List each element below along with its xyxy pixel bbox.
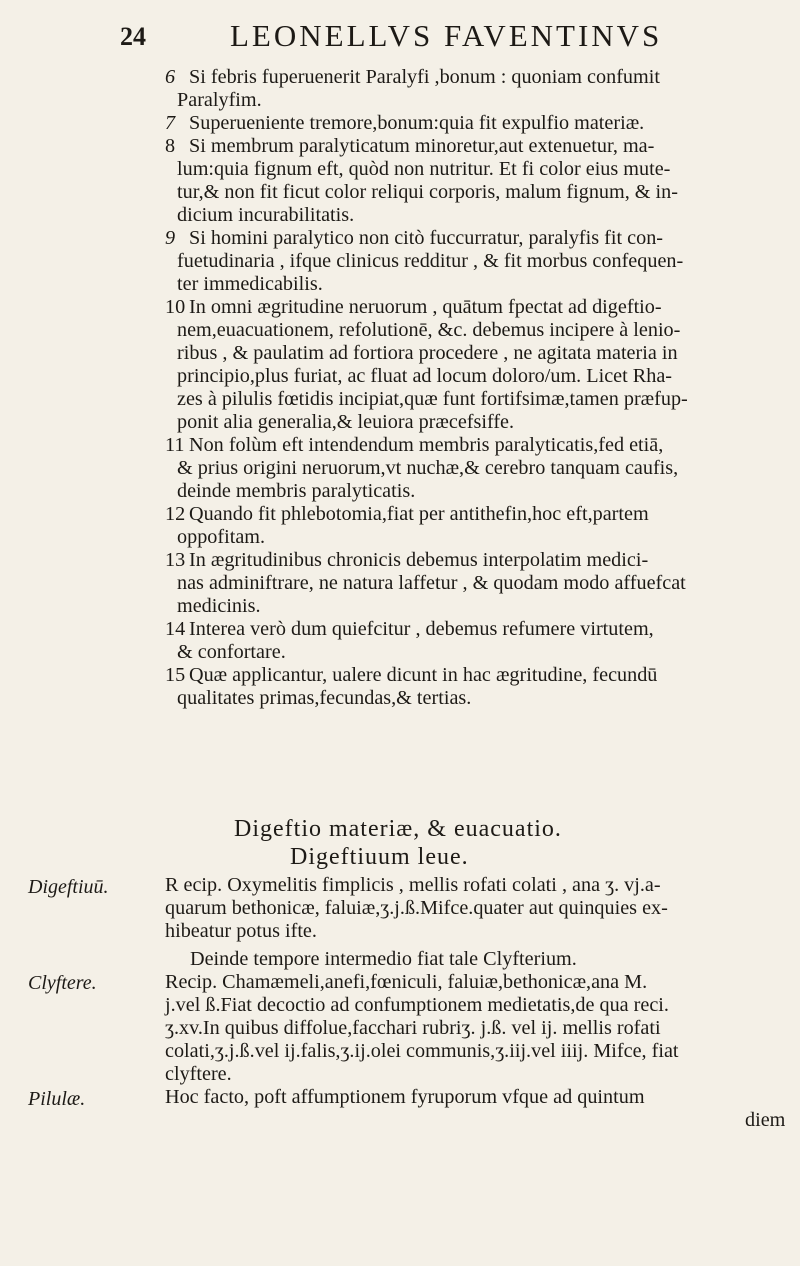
text-line: deinde membris paralyticatis. — [177, 480, 416, 502]
aphorism-11 — [165, 434, 800, 503]
text-line: ter immedicabilis. — [177, 273, 323, 295]
aphorism-number: 14 — [165, 618, 186, 640]
recipe-clyster — [165, 948, 800, 1086]
aphorism-13 — [165, 549, 800, 618]
text-line: Si membrum paralyticatum minoretur,aut extenuetur, ma- — [189, 135, 655, 157]
section-heading-digestion: Digeftio materiæ, & euacuatio. — [234, 816, 562, 842]
text-line: & prius origini neruorum,vt nuchæ,& cerebro tanquam caufis, — [177, 457, 679, 479]
text-block — [165, 66, 800, 710]
page-number: 24 — [120, 22, 146, 51]
aphorism-number: 12 — [165, 503, 186, 525]
page-header — [110, 18, 730, 58]
aphorism-6 — [165, 66, 800, 112]
margin-note-pills: Pilulæ. — [28, 1088, 86, 1110]
recipe-pills — [165, 1086, 800, 1132]
text-line: ponit alia generalia,& leuiora præcefsiffe. — [177, 411, 515, 433]
text-line: ʒ.xv.In quibus diffolue,facchari rubriʒ. j.ß. vel ij. mellis rofati — [165, 1017, 661, 1039]
recipe-digestive — [165, 874, 800, 943]
text-line: Superueniente tremore,bonum:quia fit expulfio materiæ. — [189, 112, 645, 134]
aphorism-9 — [165, 227, 800, 296]
aphorism-number: 9 — [165, 227, 176, 249]
text-line: tur,& non fit ficut color reliqui corporis, malum fignum, & in- — [177, 181, 678, 203]
text-line: Quando fit phlebotomia,fiat per antithefin,hoc eft,partem — [189, 503, 649, 525]
aphorism-7 — [165, 112, 800, 135]
text-line: oppofitam. — [177, 526, 266, 548]
running-title: LEONELLVS FAVENTINVS — [230, 18, 663, 53]
margin-note-clyster: Clyftere. — [28, 972, 97, 994]
aphorism-number: 13 — [165, 549, 186, 571]
text-line: diem — [745, 1109, 786, 1131]
aphorism-number: 10 — [165, 296, 186, 318]
text-line: Si febris fuperuenerit Paralyfi ,bonum : quoniam confumit — [189, 66, 660, 88]
text-line: R ecip. Oxymelitis fimplicis , mellis rofati colati , ana ʒ. vj.a- — [165, 874, 661, 896]
aphorism-10 — [165, 296, 800, 434]
text-line: colati,ʒ.j.ß.vel ij.falis,ʒ.ij.olei communis,ʒ.iij.vel iiij. Mifce, fiat — [165, 1040, 679, 1062]
text-line: nas adminiftrare, ne natura laffetur , & quodam modo affuefcat — [177, 572, 686, 594]
aphorism-15 — [165, 664, 800, 710]
aphorism-14 — [165, 618, 800, 664]
text-line: Deinde tempore intermedio fiat tale Clyfterium. — [190, 948, 577, 970]
text-line: In omni ægritudine neruorum , quātum fpectat ad digeftio- — [189, 296, 662, 318]
text-line: zes à pilulis fœtidis incipiat,quæ funt fortifsimæ,tamen præfup- — [177, 388, 688, 410]
text-line: clyftere. — [165, 1063, 232, 1085]
text-line: dicium incurabilitatis. — [177, 204, 355, 226]
text-line: ribus , & paulatim ad fortiora procedere , ne agitata materia in — [177, 342, 678, 364]
text-line: fuetudinaria , ifque clinicus redditur , & fit morbus confequen- — [177, 250, 684, 272]
text-line: Interea verò dum quiefcitur , debemus refumere virtutem, — [189, 618, 654, 640]
margin-note-digestive: Digeftiuū. — [28, 876, 109, 898]
text-line: lum:quia fignum eft, quòd non nutritur. Et fi color eius mute- — [177, 158, 671, 180]
text-line: j.vel ß.Fiat decoctio ad confumptionem medietatis,de qua reci. — [165, 994, 669, 1016]
text-line: hibeatur potus ifte. — [165, 920, 317, 942]
text-line: principio,plus furiat, ac fluat ad locum doloro/um. Licet Rha- — [177, 365, 673, 387]
text-line: Si homini paralytico non citò fuccurratur, paralyfis fit con- — [189, 227, 664, 249]
text-line: qualitates primas,fecundas,& tertias. — [177, 687, 472, 709]
aphorism-number: 7 — [165, 112, 176, 134]
aphorism-12 — [165, 503, 800, 549]
text-line: nem,euacuationem, refolutionē, &c. debemus incipere à lenio- — [177, 319, 681, 341]
section-heading-digestive: Digeftiuum leue. — [290, 844, 469, 870]
aphorism-number: 6 — [165, 66, 176, 88]
text-line: Hoc facto, poft affumptionem fyruporum vfque ad quintum — [165, 1086, 645, 1108]
text-line: Non folùm eft intendendum membris paralyticatis,fed etiā, — [189, 434, 664, 456]
text-line: Paralyfim. — [177, 89, 262, 111]
aphorism-8 — [165, 135, 800, 227]
text-line: & confortare. — [177, 641, 286, 663]
text-line: Recip. Chamæmeli,anefi,fœniculi, faluiæ,bethonicæ,ana M. — [165, 971, 648, 993]
aphorism-number: 8 — [165, 135, 176, 157]
text-line: quarum bethonicæ, faluiæ,ʒ.j.ß.Mifce.quater aut quinquies ex- — [165, 897, 668, 919]
text-line: In ægritudinibus chronicis debemus interpolatim medici- — [189, 549, 649, 571]
aphorism-number: 15 — [165, 664, 186, 686]
aphorism-number: 11 — [165, 434, 185, 456]
text-line: medicinis. — [177, 595, 261, 617]
text-line: Quæ applicantur, ualere dicunt in hac ægritudine, fecundū — [189, 664, 658, 686]
